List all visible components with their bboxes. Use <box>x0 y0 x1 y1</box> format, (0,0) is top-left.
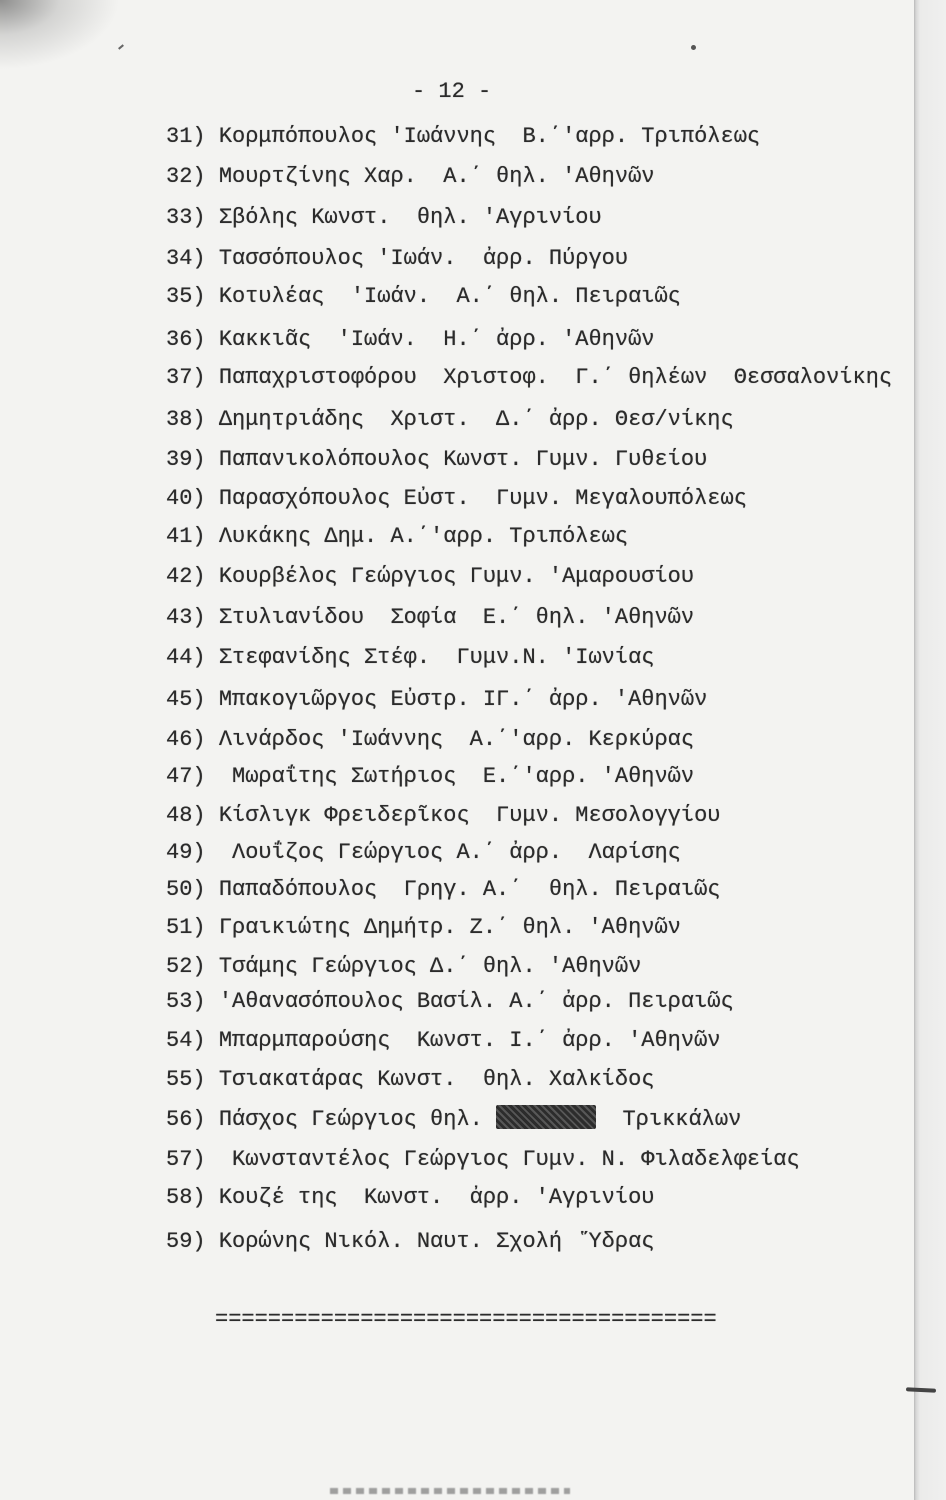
entry-text: Μουρτζίνης Χαρ. Α.΄ θηλ. 'Αθηνῶν <box>218 164 655 189</box>
entry-number: 53) <box>166 989 206 1014</box>
list-item <box>166 523 628 551</box>
entry-text: Πάσχος Γεώργιος θηλ. <box>218 1107 497 1132</box>
list-item <box>166 604 694 632</box>
entry-number: 57) <box>166 1147 206 1172</box>
entry-text: Μπαρμπαρούσης Κωνστ. Ι.΄ ἀρρ. 'Αθηνῶν <box>218 1028 721 1053</box>
entry-number: 37) <box>166 365 206 390</box>
entry-number: 55) <box>166 1067 206 1092</box>
list-item <box>166 485 747 513</box>
separator-line: ====================================== <box>215 1307 717 1332</box>
list-item <box>166 1228 654 1256</box>
entry-text: Κορώνης Νικόλ. Ναυτ. Σχολή Ὕδρας <box>218 1229 655 1254</box>
list-item <box>166 563 694 591</box>
entry-number: 51) <box>166 915 206 940</box>
list-item <box>166 364 892 392</box>
list-item <box>166 686 707 714</box>
entry-number: 46) <box>166 727 206 752</box>
struck-out-word <box>496 1105 596 1129</box>
list-item <box>166 802 721 830</box>
list-item <box>166 914 681 942</box>
list-item <box>166 876 721 904</box>
entry-text: Κορμπόπουλος 'Ιωάννης Β.΄'αρρ. Τριπόλεως <box>218 124 761 149</box>
list-item <box>166 446 707 474</box>
entry-number: 36) <box>166 327 206 352</box>
entry-number: 44) <box>166 645 206 670</box>
entry-text: Κουρβέλος Γεώργιος Γυμν. 'Αμαρουσίου <box>218 564 695 589</box>
entry-number: 42) <box>166 564 206 589</box>
entry-number: 45) <box>166 687 206 712</box>
entry-text: Λυκάκης Δημ. Α.΄'αρρ. Τριπόλεως <box>218 524 629 549</box>
entry-text: Δημητριάδης Χριστ. Δ.΄ ἀρρ. Θεσ/νίκης <box>218 407 734 432</box>
entry-number: 34) <box>166 246 206 271</box>
list-item <box>166 326 654 354</box>
entry-text: Κίσλιγκ Φρειδερῖκος Γυμν. Μεσολογγίου <box>218 803 721 828</box>
list-item <box>166 163 654 191</box>
entry-number: 33) <box>166 205 206 230</box>
entry-text: Μωραΐτης Σωτήριος Ε.΄'αρρ. 'Αθηνῶν <box>218 764 695 789</box>
entry-text: Τσάμης Γεώργιος Δ.΄ θηλ. 'Αθηνῶν <box>218 954 642 979</box>
list-item <box>166 406 734 434</box>
list-item <box>166 726 694 754</box>
entry-text: Λινάρδος 'Ιωάννης Α.΄'αρρ. Κερκύρας <box>218 727 695 752</box>
list-item <box>166 839 681 867</box>
entry-text: Παρασχόπουλος Εὐστ. Γυμν. Μεγαλουπόλεως <box>218 486 747 511</box>
entry-text: Κουζέ της Κωνστ. ἀρρ. 'Αγρινίου <box>218 1185 655 1210</box>
entry-number: 52) <box>166 954 206 979</box>
entry-text: 'Αθανασόπουλος Βασίλ. Α.΄ ἀρρ. Πειραιῶς <box>218 989 734 1014</box>
edge-mark <box>906 1387 936 1393</box>
entry-number: 54) <box>166 1028 206 1053</box>
page-edge <box>914 0 946 1500</box>
entry-number: 58) <box>166 1185 206 1210</box>
entry-number: 43) <box>166 605 206 630</box>
entry-number: 49) <box>166 840 206 865</box>
entry-text: Στυλιανίδου Σοφία Ε.΄ θηλ. 'Αθηνῶν <box>218 605 695 630</box>
entry-text: Κωνσταντέλος Γεώργιος Γυμν. Ν. Φιλαδελφείας <box>218 1147 800 1172</box>
entry-number: 35) <box>166 284 206 309</box>
entry-text: Στεφανίδης Στέφ. Γυμν.Ν. 'Ιωνίας <box>218 645 655 670</box>
list-item <box>166 763 694 791</box>
list-item <box>166 1066 654 1094</box>
list-item <box>166 953 641 981</box>
entry-text: Παπανικολόπουλος Κωνστ. Γυμν. Γυθείου <box>218 447 708 472</box>
entry-text: Μπακογιῶργος Εὐστρ. ΙΓ.΄ ἀρρ. 'Αθηνῶν <box>218 687 708 712</box>
entry-number: 47) <box>166 764 206 789</box>
entry-number: 39) <box>166 447 206 472</box>
entry-number: 41) <box>166 524 206 549</box>
entry-text: Κοτυλέας 'Ιωάν. Α.΄ θηλ. Πειραιῶς <box>218 284 681 309</box>
page-number: - 12 - <box>412 79 492 104</box>
entry-text: Παπαδόπουλος Γρηγ. Α.΄ θηλ. Πειραιῶς <box>218 877 721 902</box>
scan-corner-shadow <box>0 0 120 70</box>
list-item <box>166 1184 654 1212</box>
paper-speck <box>691 45 696 50</box>
entry-number: 38) <box>166 407 206 432</box>
entry-text: Κακκιᾶς 'Ιωάν. Η.΄ ἀρρ. 'Αθηνῶν <box>218 327 655 352</box>
list-item <box>166 245 628 273</box>
list-item <box>166 1027 721 1055</box>
entry-text: Τασσόπουλος 'Ιωάν. ἀρρ. Πύργου <box>218 246 629 271</box>
list-item <box>166 123 760 151</box>
entry-number: 32) <box>166 164 206 189</box>
list-item <box>166 988 734 1016</box>
bottom-bleed-through <box>330 1488 570 1494</box>
entry-number: 48) <box>166 803 206 828</box>
entry-number: 59) <box>166 1229 206 1254</box>
entry-text-after: Τρικκάλων <box>596 1107 742 1132</box>
list-item <box>166 1106 741 1134</box>
list-item <box>166 204 602 232</box>
entry-text: Σβόλης Κωνστ. θηλ. 'Αγρινίου <box>218 205 602 230</box>
list-item <box>166 644 654 672</box>
entry-number: 56) <box>166 1107 206 1132</box>
entry-number: 40) <box>166 486 206 511</box>
entry-number: 50) <box>166 877 206 902</box>
entry-number: 31) <box>166 124 206 149</box>
entry-text: Γραικιώτης Δημήτρ. Ζ.΄ θηλ. 'Αθηνῶν <box>218 915 681 940</box>
entry-text: Λουΐζος Γεώργιος Α.΄ ἀρρ. Λαρίσης <box>218 840 681 865</box>
entry-text: Παπαχριστοφόρου Χριστοφ. Γ.΄ θηλέων Θεσσαλονίκης <box>218 365 893 390</box>
list-item <box>166 283 681 311</box>
list-item <box>166 1146 800 1174</box>
entry-text: Τσιακατάρας Κωνστ. θηλ. Χαλκίδος <box>218 1067 655 1092</box>
